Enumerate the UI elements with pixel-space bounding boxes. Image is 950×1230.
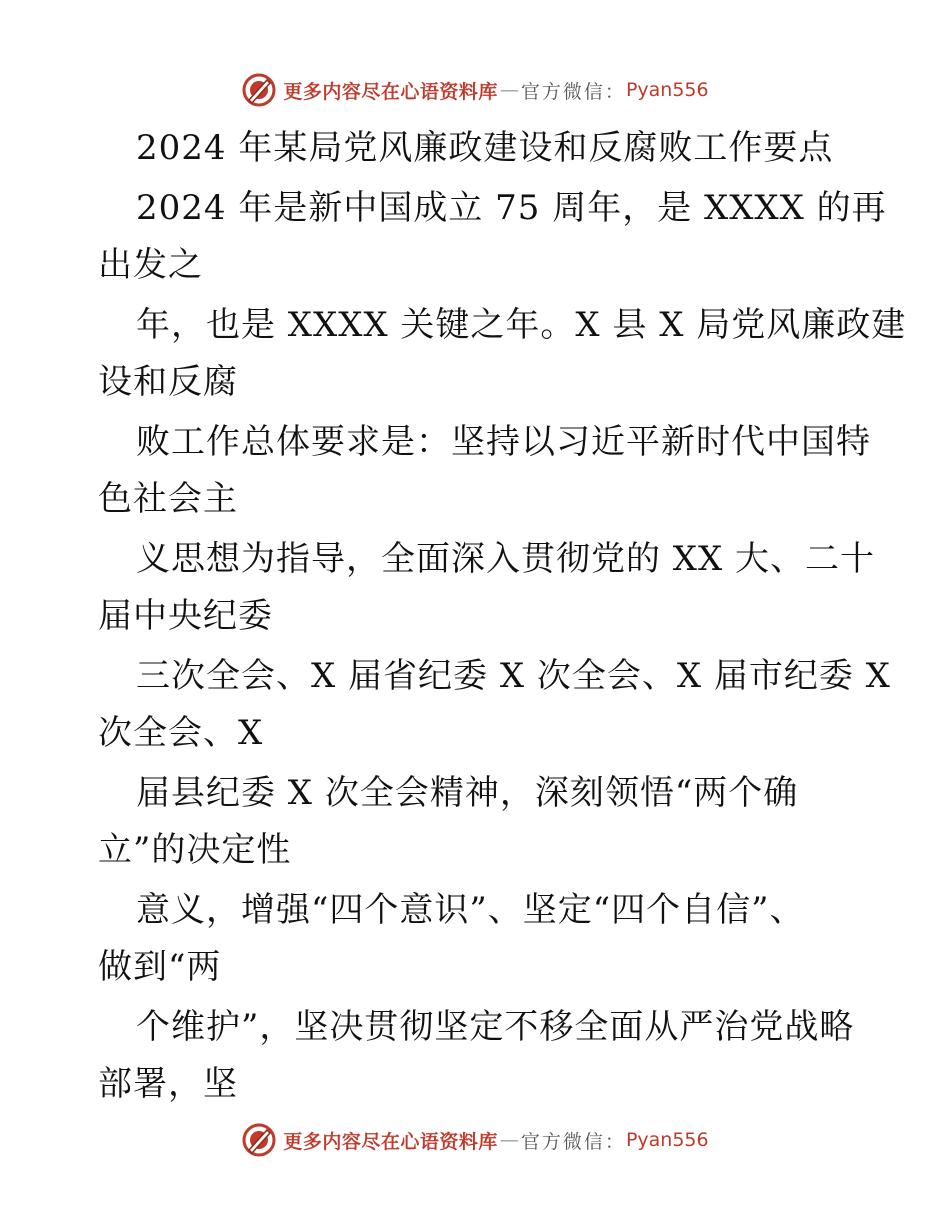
text-line: 败工作总体要求是：坚持以习近平新时代中国特 [136,422,871,462]
text-line: 出发之 [98,245,203,285]
text-line: 个维护”，坚决贯彻坚定不移全面从严治党战略 [136,1007,855,1047]
watermark-official-label: 官方微信： [520,1130,626,1153]
text-line: 2024 年是新中国成立 75 周年，是 XXXX 的再 [136,188,887,228]
text-line: 部署，坚 [98,1064,238,1104]
text-line: 义思想为指导，全面深入贯彻党的 XX 大、二十 [136,539,876,579]
text-line: 做到“两 [98,947,222,987]
watermark-official-label: 官方微信： [520,80,626,103]
text-line: 意义，增强“四个意识”、坚定“四个自信”、 [136,890,805,930]
document-title: 2024 年某局党风廉政建设和反腐败工作要点 [136,128,834,168]
watermark-dash: — [499,79,519,101]
watermark-wechat-id: Pyan556 [625,79,709,101]
text-line: 三次全会、X 届省纪委 X 次全会、X 届市纪委 X [136,656,891,696]
footer-watermark [0,1120,950,1160]
text-line: 届中央纪委 [98,596,273,636]
watermark-site-name: 更多内容尽在心语资料库 [283,80,498,103]
watermark-site-name: 更多内容尽在心语资料库 [283,1130,498,1153]
watermark-wechat-id: Pyan556 [625,1129,709,1151]
text-line: 年，也是 XXXX 关键之年。X 县 X 局党风廉政建 [136,305,907,345]
text-line: 设和反腐 [98,362,238,402]
watermark-dash: — [499,1129,519,1151]
text-line: 立”的决定性 [98,830,292,870]
text-line: 次全会、X [98,713,264,753]
text-line: 届县纪委 X 次全会精神，深刻领悟“两个确 [136,773,799,813]
text-line: 色社会主 [98,479,238,519]
pen-seal-icon [241,1122,277,1158]
